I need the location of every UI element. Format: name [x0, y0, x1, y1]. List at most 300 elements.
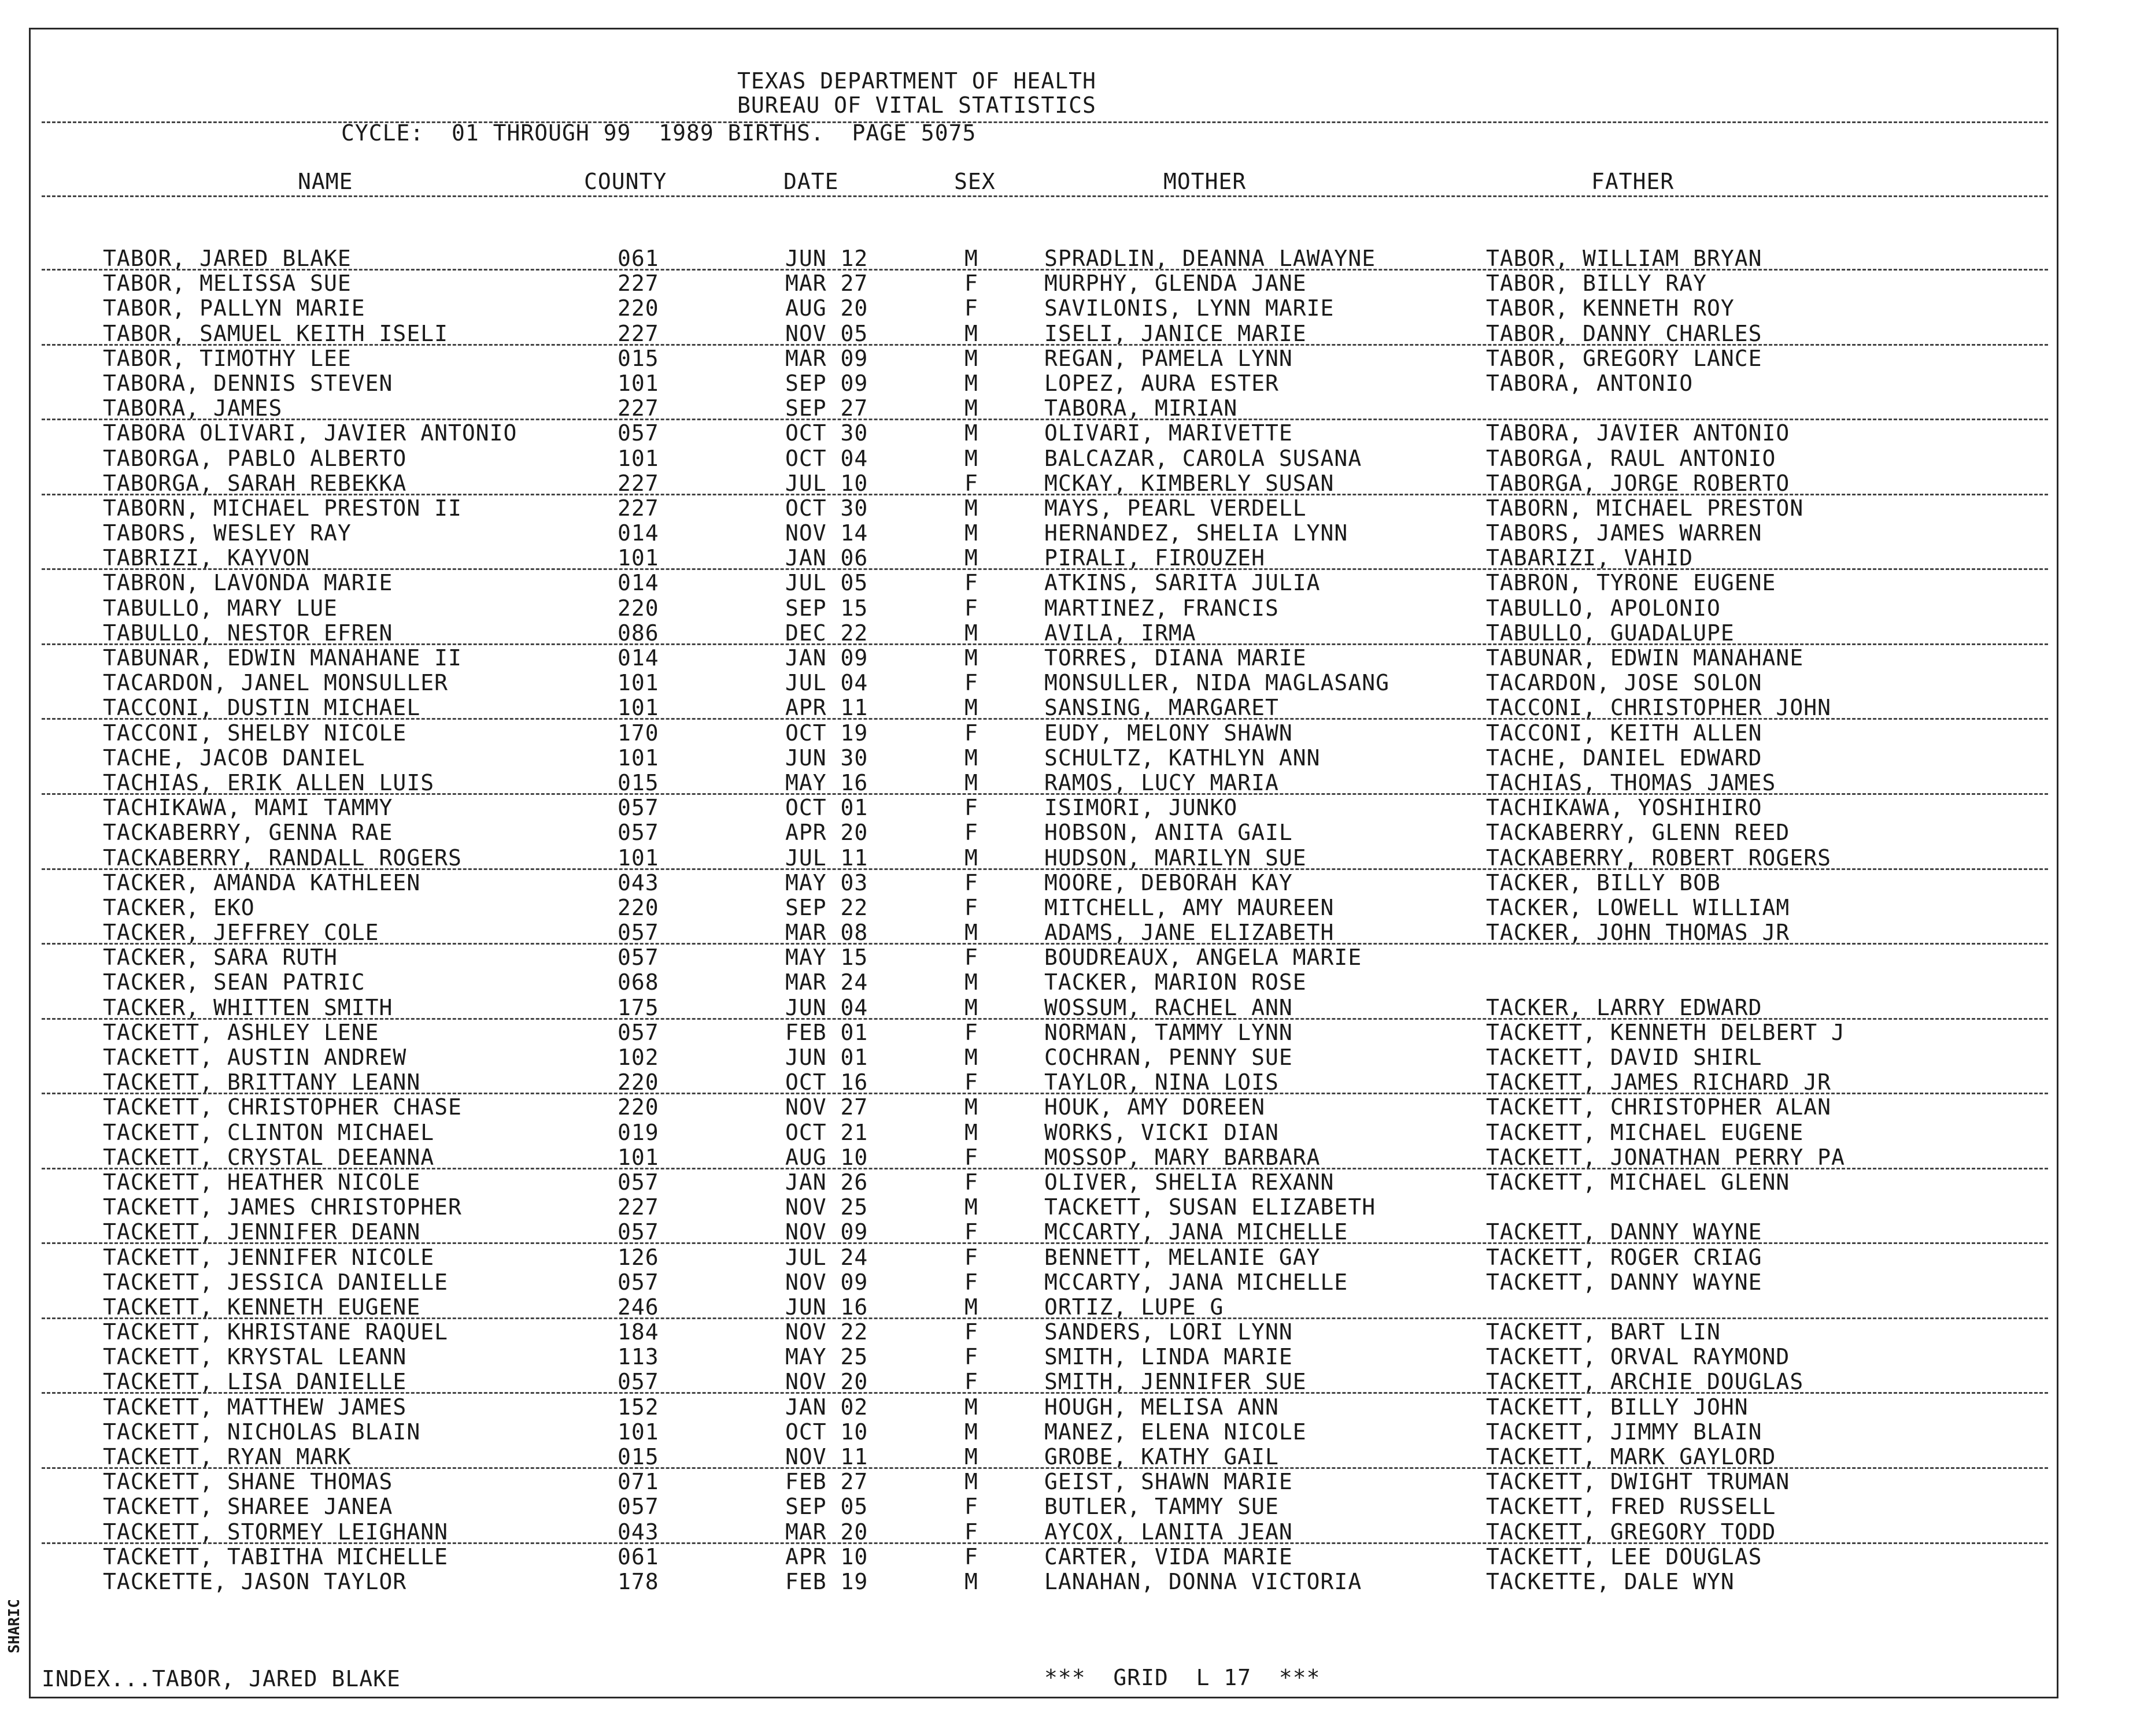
col-header-name: NAME: [298, 169, 353, 194]
cell-county: 102: [618, 1045, 659, 1070]
cell-name: TABUNAR, EDWIN MANAHANE II: [103, 645, 462, 671]
table-row: [0, 969, 2129, 994]
cell-county: 227: [618, 1194, 659, 1220]
cell-name: TACKETT, ASHLEY LENE: [103, 1019, 379, 1045]
cell-mother: OLIVER, SHELIA REXANN: [1044, 1169, 1335, 1195]
cell-mother: MCCARTY, JANA MICHELLE: [1044, 1219, 1348, 1245]
header-cycle: CYCLE: 01 THROUGH 99 1989 BIRTHS. PAGE 5075: [341, 120, 977, 146]
cell-date: OCT 30: [785, 495, 868, 521]
cell-name: TABORA, DENNIS STEVEN: [103, 370, 393, 396]
table-row: [0, 246, 2129, 271]
cell-sex: M: [964, 395, 978, 421]
table-row: [0, 1569, 2129, 1594]
cell-mother: SANDERS, LORI LYNN: [1044, 1319, 1293, 1345]
cell-name: TACHIAS, ERIK ALLEN LUIS: [103, 769, 435, 795]
cell-father: TACARDON, JOSE SOLON: [1486, 670, 1762, 696]
cell-sex: F: [964, 1169, 978, 1195]
cell-date: NOV 14: [785, 520, 868, 546]
cell-date: NOV 27: [785, 1094, 868, 1120]
cell-date: SEP 27: [785, 395, 868, 421]
cell-father: TACKER, BILLY BOB: [1486, 869, 1721, 895]
cell-mother: ADAMS, JANE ELIZABETH: [1044, 920, 1335, 946]
cell-name: TACCONI, SHELBY NICOLE: [103, 720, 407, 746]
cell-mother: PIRALI, FIROUZEH: [1044, 545, 1266, 571]
cell-sex: M: [964, 520, 978, 546]
cell-father: TACKETT, JIMMY BLAIN: [1486, 1419, 1762, 1445]
header-bureau: BUREAU OF VITAL STATISTICS: [737, 92, 1096, 118]
cell-date: SEP 05: [785, 1494, 868, 1520]
cell-county: 220: [618, 1094, 659, 1120]
cell-mother: COCHRAN, PENNY SUE: [1044, 1045, 1293, 1070]
cell-county: 227: [618, 320, 659, 346]
cell-father: TACKETT, DWIGHT TRUMAN: [1486, 1469, 1790, 1495]
table-row: [0, 471, 2129, 495]
cell-sex: F: [964, 1269, 978, 1295]
cell-sex: F: [964, 795, 978, 821]
table-row: [0, 870, 2129, 895]
cell-mother: HOUK, AMY DOREEN: [1044, 1094, 1266, 1120]
cell-father: TACKETTE, DALE WYN: [1486, 1568, 1735, 1594]
table-row: [0, 745, 2129, 770]
cell-sex: M: [964, 1094, 978, 1120]
side-note: SHARIC: [6, 1599, 23, 1653]
cell-mother: BOUDREAUX, ANGELA MARIE: [1044, 945, 1362, 971]
cell-father: TABULLO, APOLONIO: [1486, 595, 1721, 621]
cell-sex: F: [964, 271, 978, 297]
cell-sex: M: [964, 345, 978, 371]
cell-county: 057: [618, 1369, 659, 1395]
cell-county: 057: [618, 1019, 659, 1045]
cell-date: APR 20: [785, 820, 868, 846]
table-row: [0, 1344, 2129, 1369]
cell-father: TACKABERRY, GLENN REED: [1486, 820, 1790, 846]
table-row: [0, 1020, 2129, 1045]
cell-county: 101: [618, 545, 659, 571]
cell-sex: F: [964, 295, 978, 321]
cell-county: 227: [618, 271, 659, 297]
cell-name: TACKETT, KENNETH EUGENE: [103, 1294, 421, 1320]
cell-sex: M: [964, 969, 978, 995]
cell-name: TABULLO, MARY LUE: [103, 595, 338, 621]
cell-father: TACKETT, FRED RUSSELL: [1486, 1494, 1776, 1520]
cell-county: 101: [618, 745, 659, 771]
cell-date: MAY 03: [785, 869, 868, 895]
col-header-date: DATE: [783, 169, 839, 194]
cell-father: TABOR, GREGORY LANCE: [1486, 345, 1762, 371]
cell-name: TACKETT, SHANE THOMAS: [103, 1469, 393, 1495]
cell-father: TACHE, DANIEL EDWARD: [1486, 745, 1762, 771]
cell-county: 061: [618, 246, 659, 271]
table-row: [0, 1494, 2129, 1519]
cell-county: 057: [618, 1269, 659, 1295]
cell-father: TACKER, JOHN THOMAS JR: [1486, 920, 1790, 946]
cell-sex: M: [964, 420, 978, 446]
cell-name: TACKETT, JAMES CHRISTOPHER: [103, 1194, 462, 1220]
cell-mother: WORKS, VICKI DIAN: [1044, 1119, 1279, 1145]
cell-name: TACKETT, CHRISTOPHER CHASE: [103, 1094, 462, 1120]
cell-father: TABOR, KENNETH ROY: [1486, 295, 1735, 321]
cell-date: FEB 27: [785, 1469, 868, 1495]
cell-sex: M: [964, 745, 978, 771]
table-row: [0, 645, 2129, 670]
cell-county: 101: [618, 1419, 659, 1445]
cell-date: JUL 04: [785, 670, 868, 696]
cell-date: JUL 05: [785, 570, 868, 596]
cell-sex: F: [964, 570, 978, 596]
cell-date: NOV 09: [785, 1269, 868, 1295]
cell-father: TABORN, MICHAEL PRESTON: [1486, 495, 1804, 521]
cell-name: TACKETT, JENNIFER DEANN: [103, 1219, 421, 1245]
cell-sex: F: [964, 894, 978, 920]
cell-sex: M: [964, 1394, 978, 1420]
cell-sex: M: [964, 545, 978, 571]
cell-father: TABORGA, RAUL ANTONIO: [1486, 445, 1776, 471]
cell-date: JUL 24: [785, 1244, 868, 1270]
table-row: [0, 1469, 2129, 1494]
cell-name: TABRON, LAVONDA MARIE: [103, 570, 393, 596]
cell-date: JUN 16: [785, 1294, 868, 1320]
table-row: [0, 895, 2129, 920]
table-row: [0, 1394, 2129, 1419]
table-row: [0, 495, 2129, 520]
cell-mother: TAYLOR, NINA LOIS: [1044, 1069, 1279, 1095]
cell-mother: NORMAN, TAMMY LYNN: [1044, 1019, 1293, 1045]
cell-name: TACKABERRY, GENNA RAE: [103, 820, 393, 846]
cell-sex: F: [964, 670, 978, 696]
cell-county: 015: [618, 1444, 659, 1470]
cell-mother: CARTER, VIDA MARIE: [1044, 1543, 1293, 1570]
table-row: [0, 1069, 2129, 1094]
cell-sex: F: [964, 1319, 978, 1345]
cell-date: OCT 10: [785, 1419, 868, 1445]
cell-county: 014: [618, 645, 659, 671]
cell-name: TABORGA, PABLO ALBERTO: [103, 445, 407, 471]
table-row: [0, 620, 2129, 645]
cell-date: SEP 09: [785, 370, 868, 396]
table-row: [0, 446, 2129, 471]
cell-father: TABARIZI, VAHID: [1486, 545, 1694, 571]
cell-sex: M: [964, 1469, 978, 1495]
cell-date: OCT 04: [785, 445, 868, 471]
col-header-father: FATHER: [1591, 169, 1675, 194]
cell-county: 101: [618, 445, 659, 471]
cell-county: 113: [618, 1344, 659, 1370]
cell-mother: MITCHELL, AMY MAUREEN: [1044, 894, 1335, 920]
cell-date: JAN 06: [785, 545, 868, 571]
cell-name: TABOR, JARED BLAKE: [103, 246, 352, 271]
cell-name: TACKETT, CRYSTAL DEEANNA: [103, 1144, 435, 1170]
table-row: [0, 945, 2129, 969]
cell-name: TACKETT, JENNIFER NICOLE: [103, 1244, 435, 1270]
cell-date: JAN 02: [785, 1394, 868, 1420]
cell-sex: M: [964, 1119, 978, 1145]
cell-date: OCT 16: [785, 1069, 868, 1095]
cell-father: TACKETT, DANNY WAYNE: [1486, 1269, 1762, 1295]
cell-county: 220: [618, 295, 659, 321]
table-row: [0, 1444, 2129, 1469]
cell-name: TACKETT, MATTHEW JAMES: [103, 1394, 407, 1420]
cell-name: TABOR, TIMOTHY LEE: [103, 345, 352, 371]
table-row: [0, 395, 2129, 420]
cell-date: NOV 22: [785, 1319, 868, 1345]
cell-name: TACKETT, NICHOLAS BLAIN: [103, 1419, 421, 1445]
cell-county: 057: [618, 1219, 659, 1245]
cell-name: TABULLO, NESTOR EFREN: [103, 620, 393, 646]
table-row: [0, 1245, 2129, 1269]
cell-county: 057: [618, 795, 659, 821]
table-row: [0, 321, 2129, 346]
col-header-mother: MOTHER: [1163, 169, 1247, 194]
cell-county: 068: [618, 969, 659, 995]
cell-name: TABOR, MELISSA SUE: [103, 271, 352, 297]
cell-date: JAN 26: [785, 1169, 868, 1195]
cell-mother: SCHULTZ, KATHLYN ANN: [1044, 745, 1321, 771]
cell-name: TACKETT, KRYSTAL LEANN: [103, 1344, 407, 1370]
cell-county: 126: [618, 1244, 659, 1270]
table-row: [0, 570, 2129, 595]
cell-sex: F: [964, 595, 978, 621]
cell-father: TACCONI, CHRISTOPHER JOHN: [1486, 695, 1831, 721]
cell-name: TACKETT, CLINTON MICHAEL: [103, 1119, 435, 1145]
cell-county: 175: [618, 994, 659, 1020]
cell-sex: M: [964, 769, 978, 795]
cell-sex: M: [964, 920, 978, 946]
table-row: [0, 1369, 2129, 1394]
cell-county: 014: [618, 520, 659, 546]
cell-father: TABOR, WILLIAM BRYAN: [1486, 246, 1762, 271]
cell-date: OCT 01: [785, 795, 868, 821]
table-row: [0, 695, 2129, 720]
cell-county: 184: [618, 1319, 659, 1345]
cell-name: TACKER, SEAN PATRIC: [103, 969, 365, 995]
col-header-sex: SEX: [954, 169, 996, 194]
cell-mother: MCCARTY, JANA MICHELLE: [1044, 1269, 1348, 1295]
cell-father: TABULLO, GUADALUPE: [1486, 620, 1735, 646]
cell-father: TACKETT, MICHAEL GLENN: [1486, 1169, 1790, 1195]
cell-date: MAR 09: [785, 345, 868, 371]
cell-name: TACKETT, BRITTANY LEANN: [103, 1069, 421, 1095]
cell-county: 043: [618, 1519, 659, 1545]
cell-mother: BENNETT, MELANIE GAY: [1044, 1244, 1321, 1270]
cell-sex: F: [964, 1219, 978, 1245]
cell-date: JAN 09: [785, 645, 868, 671]
cell-mother: MAYS, PEARL VERDELL: [1044, 495, 1307, 521]
cell-date: OCT 30: [785, 420, 868, 446]
table-row: [0, 346, 2129, 371]
birth-records-list: [0, 246, 2129, 1594]
cell-father: TABOR, BILLY RAY: [1486, 271, 1707, 297]
cell-name: TABOR, SAMUEL KEITH ISELI: [103, 320, 448, 346]
cell-sex: F: [964, 1344, 978, 1370]
cell-sex: F: [964, 720, 978, 746]
cell-father: TACKETT, ARCHIE DOUGLAS: [1486, 1369, 1804, 1395]
table-row: [0, 795, 2129, 820]
cell-county: 170: [618, 720, 659, 746]
cell-name: TACKABERRY, RANDALL ROGERS: [103, 845, 462, 871]
cell-sex: M: [964, 370, 978, 396]
table-row: [0, 1319, 2129, 1344]
cell-father: TACKETT, KENNETH DELBERT J: [1486, 1019, 1845, 1045]
cell-date: NOV 09: [785, 1219, 868, 1245]
cell-date: NOV 11: [785, 1444, 868, 1470]
cell-father: TACKETT, DANNY WAYNE: [1486, 1219, 1762, 1245]
table-row: [0, 420, 2129, 445]
cell-name: TACKETT, JESSICA DANIELLE: [103, 1269, 448, 1295]
cell-sex: F: [964, 1144, 978, 1170]
cell-name: TACKETT, LISA DANIELLE: [103, 1369, 407, 1395]
cell-mother: SMITH, JENNIFER SUE: [1044, 1369, 1307, 1395]
cell-father: TACKER, LARRY EDWARD: [1486, 994, 1762, 1020]
cell-date: SEP 22: [785, 894, 868, 920]
cell-date: MAY 16: [785, 769, 868, 795]
cell-father: TACKETT, BILLY JOHN: [1486, 1394, 1749, 1420]
cell-sex: F: [964, 820, 978, 846]
cell-date: JUN 04: [785, 994, 868, 1020]
cell-mother: MCKAY, KIMBERLY SUSAN: [1044, 470, 1335, 496]
cell-name: TABRIZI, KAYVON: [103, 545, 311, 571]
cell-county: 101: [618, 845, 659, 871]
cell-mother: ISELI, JANICE MARIE: [1044, 320, 1307, 346]
cell-county: 178: [618, 1568, 659, 1594]
cell-name: TACKETT, AUSTIN ANDREW: [103, 1045, 407, 1070]
cell-mother: REGAN, PAMELA LYNN: [1044, 345, 1293, 371]
cell-sex: F: [964, 1543, 978, 1570]
cell-father: TACHIAS, THOMAS JAMES: [1486, 769, 1776, 795]
cell-date: JUN 30: [785, 745, 868, 771]
cell-father: TACKETT, MICHAEL EUGENE: [1486, 1119, 1804, 1145]
table-row: [0, 520, 2129, 545]
cell-county: 015: [618, 769, 659, 795]
cell-date: JUL 10: [785, 470, 868, 496]
cell-date: SEP 15: [785, 595, 868, 621]
cell-county: 019: [618, 1119, 659, 1145]
cell-mother: HOUGH, MELISA ANN: [1044, 1394, 1279, 1420]
table-row: [0, 1219, 2129, 1244]
cell-date: FEB 19: [785, 1568, 868, 1594]
table-row: [0, 770, 2129, 795]
cell-mother: EUDY, MELONY SHAWN: [1044, 720, 1293, 746]
table-row: [0, 1120, 2129, 1145]
cell-name: TACKETT, KHRISTANE RAQUEL: [103, 1319, 448, 1345]
cell-father: TACKETT, CHRISTOPHER ALAN: [1486, 1094, 1831, 1120]
cell-sex: M: [964, 246, 978, 271]
cell-date: FEB 01: [785, 1019, 868, 1045]
cell-name: TACKER, EKO: [103, 894, 255, 920]
cell-mother: MARTINEZ, FRANCIS: [1044, 595, 1279, 621]
column-rule: [42, 195, 2048, 197]
cell-sex: F: [964, 470, 978, 496]
cell-date: JUN 01: [785, 1045, 868, 1070]
cell-name: TABORS, WESLEY RAY: [103, 520, 352, 546]
table-row: [0, 820, 2129, 845]
cell-name: TACKETT, HEATHER NICOLE: [103, 1169, 421, 1195]
cell-father: TACKETT, BART LIN: [1486, 1319, 1721, 1345]
cell-father: TACHIKAWA, YOSHIHIRO: [1486, 795, 1762, 821]
table-row: [0, 670, 2129, 695]
cell-name: TACARDON, JANEL MONSULLER: [103, 670, 448, 696]
cell-county: 227: [618, 495, 659, 521]
cell-mother: RAMOS, LUCY MARIA: [1044, 769, 1279, 795]
cell-county: 061: [618, 1543, 659, 1570]
cell-date: NOV 20: [785, 1369, 868, 1395]
cell-mother: TACKETT, SUSAN ELIZABETH: [1044, 1194, 1376, 1220]
cell-mother: SAVILONIS, LYNN MARIE: [1044, 295, 1335, 321]
cell-name: TACKETT, RYAN MARK: [103, 1444, 352, 1470]
cell-name: TACKER, AMANDA KATHLEEN: [103, 869, 421, 895]
cell-name: TABORA, JAMES: [103, 395, 283, 421]
cell-county: 101: [618, 670, 659, 696]
cell-sex: M: [964, 445, 978, 471]
cell-sex: F: [964, 1244, 978, 1270]
cell-date: MAR 27: [785, 271, 868, 297]
cell-mother: LANAHAN, DONNA VICTORIA: [1044, 1568, 1362, 1594]
cell-county: 057: [618, 1494, 659, 1520]
cell-county: 101: [618, 695, 659, 721]
cell-sex: F: [964, 1519, 978, 1545]
col-header-county: COUNTY: [584, 169, 667, 194]
cell-father: TACKETT, DAVID SHIRL: [1486, 1045, 1762, 1070]
cell-name: TACKER, WHITTEN SMITH: [103, 994, 393, 1020]
cell-county: 101: [618, 370, 659, 396]
cell-father: TABRON, TYRONE EUGENE: [1486, 570, 1776, 596]
cell-county: 220: [618, 1069, 659, 1095]
table-row: [0, 845, 2129, 870]
table-row: [0, 1519, 2129, 1544]
cell-sex: M: [964, 645, 978, 671]
cell-name: TACKETTE, JASON TAYLOR: [103, 1568, 407, 1594]
table-row: [0, 1269, 2129, 1294]
table-row: [0, 1045, 2129, 1069]
cell-county: 071: [618, 1469, 659, 1495]
cell-father: TACKER, LOWELL WILLIAM: [1486, 894, 1790, 920]
cell-father: TACKETT, MARK GAYLORD: [1486, 1444, 1776, 1470]
table-row: [0, 371, 2129, 395]
cell-county: 227: [618, 395, 659, 421]
table-row: [0, 1169, 2129, 1194]
cell-mother: OLIVARI, MARIVETTE: [1044, 420, 1293, 446]
cell-father: TABOR, DANNY CHARLES: [1486, 320, 1762, 346]
cell-father: TACKETT, GREGORY TODD: [1486, 1519, 1776, 1545]
cell-county: 015: [618, 345, 659, 371]
cell-date: JUL 11: [785, 845, 868, 871]
cell-county: 220: [618, 894, 659, 920]
cell-date: NOV 05: [785, 320, 868, 346]
cell-father: TACKETT, ORVAL RAYMOND: [1486, 1344, 1790, 1370]
cell-mother: TABORA, MIRIAN: [1044, 395, 1238, 421]
cell-mother: MONSULLER, NIDA MAGLASANG: [1044, 670, 1389, 696]
cell-sex: M: [964, 994, 978, 1020]
cell-father: TACCONI, KEITH ALLEN: [1486, 720, 1762, 746]
table-row: [0, 920, 2129, 945]
cell-date: MAR 08: [785, 920, 868, 946]
cell-date: JUN 12: [785, 246, 868, 271]
cell-date: OCT 21: [785, 1119, 868, 1145]
cell-name: TACKER, JEFFREY COLE: [103, 920, 379, 946]
table-row: [0, 995, 2129, 1020]
cell-sex: F: [964, 1069, 978, 1095]
table-row: [0, 1419, 2129, 1444]
cell-county: 057: [618, 945, 659, 971]
table-row: [0, 595, 2129, 620]
cell-sex: M: [964, 1294, 978, 1320]
table-row: [0, 295, 2129, 320]
cell-father: TABORA, ANTONIO: [1486, 370, 1694, 396]
cell-name: TACKETT, SHAREE JANEA: [103, 1494, 393, 1520]
cell-sex: M: [964, 320, 978, 346]
cell-county: 057: [618, 920, 659, 946]
cell-county: 057: [618, 1169, 659, 1195]
footer-index: INDEX...TABOR, JARED BLAKE: [42, 1666, 401, 1691]
